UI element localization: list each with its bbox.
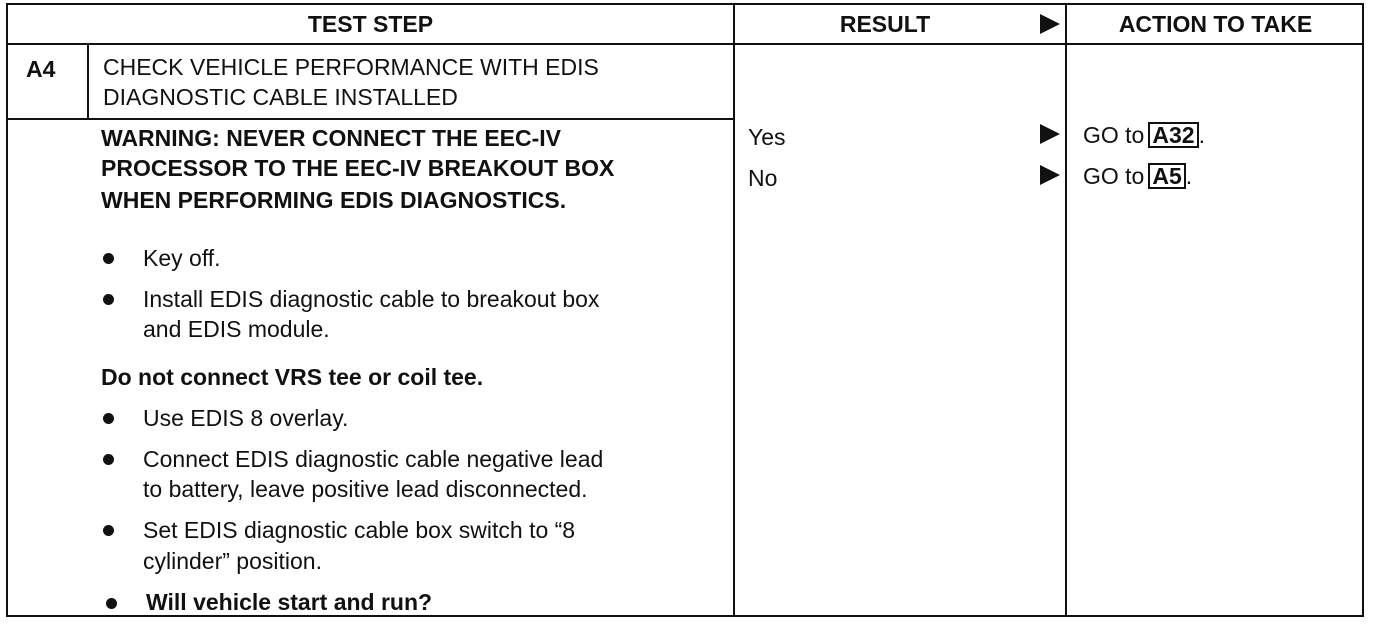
action-suffix: . (1198, 122, 1205, 148)
step-id-divider (87, 44, 89, 119)
warning-line2: PROCESSOR TO THE EEC-IV BREAKOUT BOX (101, 155, 615, 181)
step-title-line1: CHECK VEHICLE PERFORMANCE WITH EDIS (103, 54, 599, 80)
action-yes (1083, 120, 1205, 150)
instruction-overlay: Use EDIS 8 overlay. (143, 405, 349, 431)
action-suffix: . (1185, 163, 1193, 189)
bullet-icon (103, 525, 114, 536)
header-divider (6, 43, 1364, 45)
action-no (1083, 161, 1192, 191)
result-arrow-icon (1040, 165, 1060, 185)
instruction-install-line2: and EDIS module. (143, 316, 330, 342)
step-reference-a32: A32 (1148, 122, 1198, 148)
instruction-switch-line1: Set EDIS diagnostic cable box switch to “8 (143, 517, 576, 543)
result-arrow-icon (1040, 124, 1060, 144)
instruction-connect-line2: to battery, leave positive lead disconnected. (143, 476, 588, 502)
bullet-icon (103, 294, 114, 305)
header-test-step: TEST STEP (307, 11, 434, 37)
warning-line3: WHEN PERFORMING EDIS DIAGNOSTICS. (101, 187, 567, 213)
action-prefix: GO to (1083, 163, 1145, 189)
column-divider-result (733, 3, 735, 617)
step-title-line2: DIAGNOSTIC CABLE INSTALLED (103, 84, 458, 110)
bullet-icon (106, 598, 117, 609)
instruction-switch-line2: cylinder” position. (143, 548, 322, 574)
result-yes: Yes (748, 124, 786, 150)
bullet-icon (103, 454, 114, 465)
step-reference-a5: A5 (1148, 163, 1185, 189)
column-divider-action (1065, 3, 1067, 617)
bullet-icon (103, 253, 114, 264)
action-prefix: GO to (1083, 122, 1145, 148)
step-id: A4 (26, 56, 56, 82)
instruction-key-off: Key off. (143, 245, 221, 271)
instruction-connect-line1: Connect EDIS diagnostic cable negative lead (143, 446, 604, 472)
instruction-do-not-connect: Do not connect VRS tee or coil tee. (101, 364, 484, 390)
result-no: No (748, 165, 778, 191)
header-arrow-icon (1040, 14, 1060, 34)
bullet-icon (103, 413, 114, 424)
instruction-question: Will vehicle start and run? (146, 589, 433, 615)
instruction-install-line1: Install EDIS diagnostic cable to breakout box (143, 286, 600, 312)
header-action: ACTION TO TAKE (1118, 11, 1313, 37)
header-result: RESULT (839, 11, 931, 37)
warning-line1: WARNING: NEVER CONNECT THE EEC-IV (101, 125, 562, 151)
step-title-divider (6, 118, 734, 120)
